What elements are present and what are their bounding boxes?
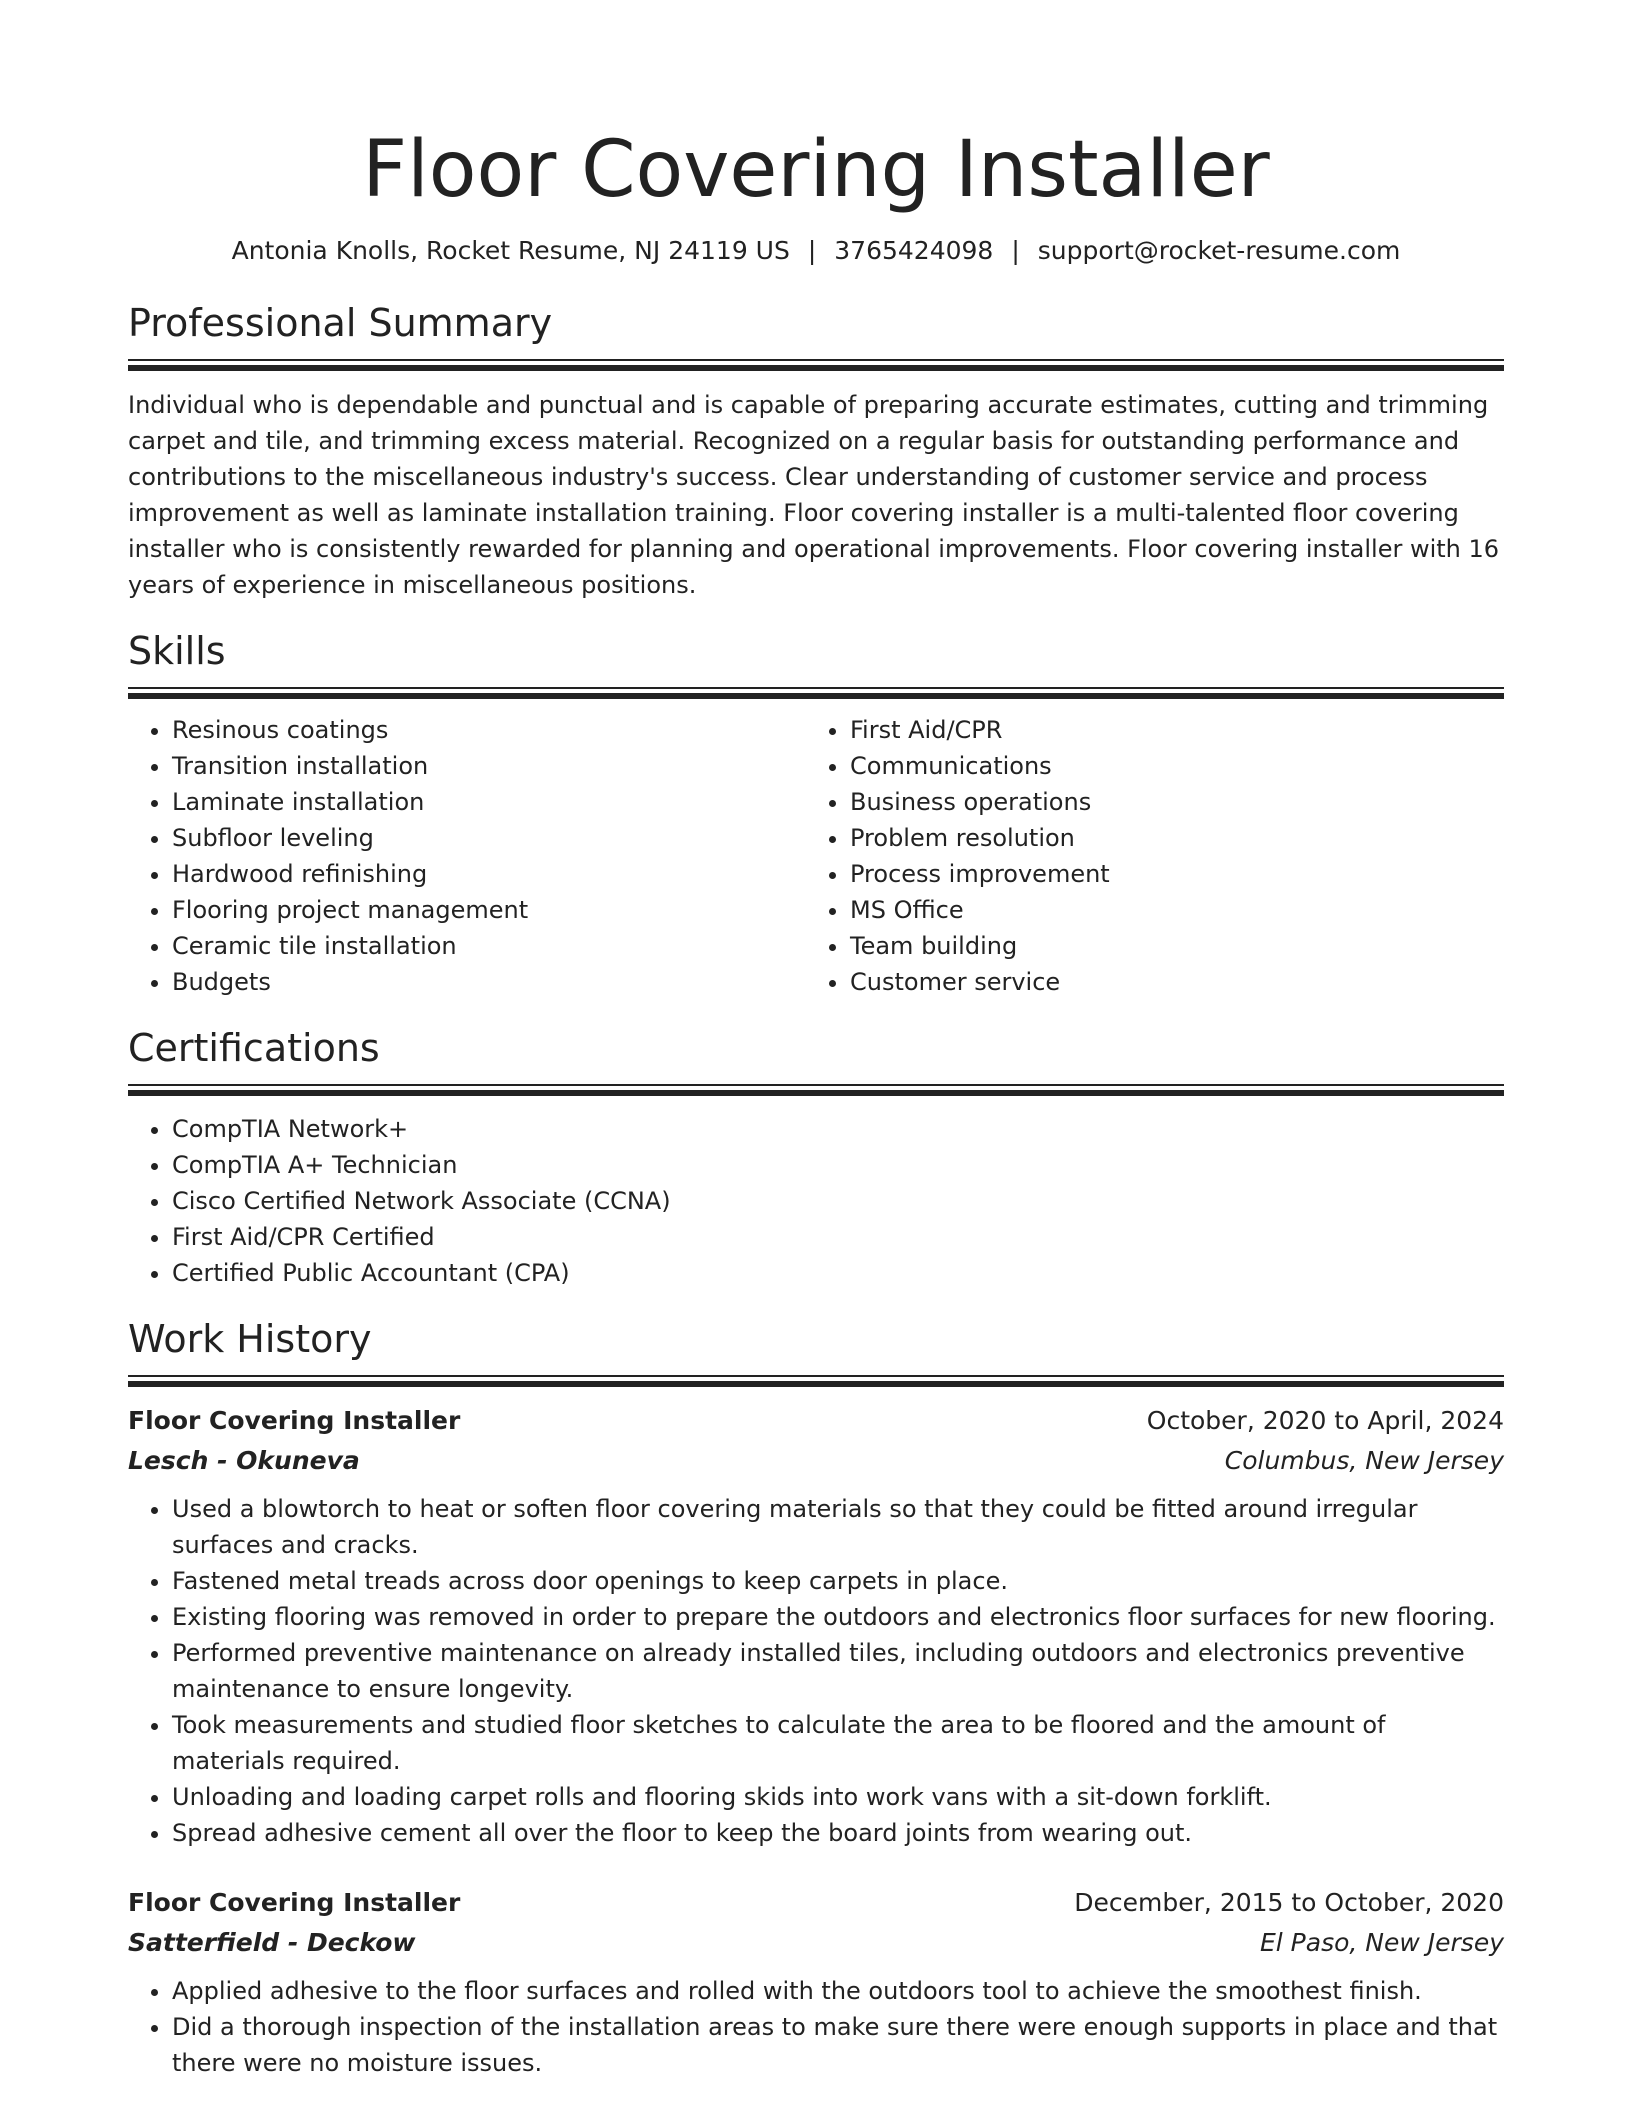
job-title: Floor Covering Installer bbox=[128, 1406, 461, 1435]
certification-item: • Certified Public Accountant (CPA) bbox=[172, 1255, 1504, 1291]
section-heading-certifications: Certifications bbox=[128, 1026, 380, 1070]
job-entry bbox=[128, 1401, 1504, 1851]
summary-text: Individual who is dependable and punctual and is capable of preparing accurate estimates, cutting and trimming carpet and tile, and trimming excess material. Recognized on a regular basis for outstanding performance and contributions to the miscellaneous industry's success. Clear understanding of customer service and process improvement as well as laminate installation training. Floor covering installer is a multi-talented floor covering installer who is consistently rewarded for planning and operational improvements. Floor covering installer with 16 years of experience in miscellaneous positions. bbox=[128, 391, 1500, 599]
skill-item: • Communications bbox=[850, 748, 1484, 784]
job-location: Columbus, New Jersey bbox=[1224, 1446, 1504, 1475]
job-bullet: • Existing flooring was removed in order to prepare the outdoors and electronics floor surfaces for new flooring. bbox=[172, 1599, 1504, 1635]
job-bullet: • Did a thorough inspection of the installation areas to make sure there were enough supports in place and that there were no moisture issues. bbox=[172, 2009, 1504, 2081]
skill-item: • Resinous coatings bbox=[172, 712, 806, 748]
section-divider bbox=[128, 1084, 1504, 1096]
certifications-section bbox=[128, 1024, 1504, 1291]
job-header bbox=[128, 1883, 1504, 1923]
job-bullet: • Used a blowtorch to heat or soften floor covering materials so that they could be fitted around irregular surfaces and cracks. bbox=[172, 1491, 1504, 1563]
skill-item: • Flooring project management bbox=[172, 892, 806, 928]
section-heading-skills: Skills bbox=[128, 629, 226, 673]
skills-columns bbox=[128, 712, 1504, 1000]
skill-item: • Subfloor leveling bbox=[172, 820, 806, 856]
skills-list-right bbox=[806, 712, 1484, 1000]
skill-item: • Hardwood refinishing bbox=[172, 856, 806, 892]
job-location: El Paso, New Jersey bbox=[1259, 1928, 1504, 1957]
job-bullet: • Unloading and loading carpet rolls and flooring skids into work vans with a sit-down forklift. bbox=[172, 1779, 1504, 1815]
job-bullet: • Fastened metal treads across door openings to keep carpets in place. bbox=[172, 1563, 1504, 1599]
job-bullets bbox=[128, 1973, 1504, 2081]
job-bullet: • Applied adhesive to the floor surfaces and rolled with the outdoors tool to achieve the smoothest finish. bbox=[172, 1973, 1504, 2009]
skills-column-left bbox=[128, 712, 806, 1000]
job-dates: October, 2020 to April, 2024 bbox=[1146, 1406, 1504, 1435]
skill-item: • MS Office bbox=[850, 892, 1484, 928]
skill-item: • Ceramic tile installation bbox=[172, 928, 806, 964]
job-bullets bbox=[128, 1491, 1504, 1851]
contact-separator: | bbox=[807, 236, 817, 265]
job-bullet: • Spread adhesive cement all over the floor to keep the board joints from wearing out. bbox=[172, 1815, 1504, 1851]
section-divider bbox=[128, 1375, 1504, 1387]
skill-item: • Laminate installation bbox=[172, 784, 806, 820]
skill-item: • Process improvement bbox=[850, 856, 1484, 892]
contact-phone: 3765424098 bbox=[834, 236, 994, 265]
skill-item: • First Aid/CPR bbox=[850, 712, 1484, 748]
summary-section bbox=[128, 299, 1504, 603]
skill-item: • Transition installation bbox=[172, 748, 806, 784]
certification-item: • First Aid/CPR Certified bbox=[172, 1219, 1504, 1255]
section-heading-summary: Professional Summary bbox=[128, 301, 553, 345]
section-divider bbox=[128, 687, 1504, 699]
job-title: Floor Covering Installer bbox=[128, 1888, 461, 1917]
job-company: Lesch - Okuneva bbox=[128, 1446, 360, 1475]
skill-item: • Budgets bbox=[172, 964, 806, 1000]
skill-item: • Team building bbox=[850, 928, 1484, 964]
certification-item: • Cisco Certified Network Associate (CCNA) bbox=[172, 1183, 1504, 1219]
skill-item: • Problem resolution bbox=[850, 820, 1484, 856]
section-divider bbox=[128, 359, 1504, 371]
resume-page bbox=[128, 0, 1504, 2081]
contact-line bbox=[128, 234, 1504, 268]
skills-section bbox=[128, 627, 1504, 1000]
contact-separator: | bbox=[1011, 236, 1020, 265]
job-bullet: • Took measurements and studied floor sketches to calculate the area to be floored and the amount of materials required. bbox=[172, 1707, 1504, 1779]
job-header bbox=[128, 1401, 1504, 1441]
job-subheader bbox=[128, 1923, 1504, 1963]
skills-list-left bbox=[128, 712, 806, 1000]
job-company: Satterfield - Deckow bbox=[128, 1928, 416, 1957]
job-entry bbox=[128, 1883, 1504, 2081]
work-history-section bbox=[128, 1315, 1504, 2081]
job-dates: December, 2015 to October, 2020 bbox=[1074, 1888, 1504, 1917]
skill-item: • Customer service bbox=[850, 964, 1484, 1000]
section-heading-work-history: Work History bbox=[128, 1317, 372, 1361]
resume-title: Floor Covering Installer bbox=[362, 125, 1270, 215]
certification-item: • CompTIA A+ Technician bbox=[172, 1147, 1504, 1183]
skill-item: • Business operations bbox=[850, 784, 1484, 820]
job-bullet: • Performed preventive maintenance on already installed tiles, including outdoors and electronics preventive maintenance to ensure longevity. bbox=[172, 1635, 1504, 1707]
certification-item: • CompTIA Network+ bbox=[172, 1111, 1504, 1147]
contact-address: Antonia Knolls, Rocket Resume, NJ 24119 US bbox=[231, 236, 790, 265]
job-subheader bbox=[128, 1441, 1504, 1481]
contact-email: support@rocket-resume.com bbox=[1037, 236, 1401, 265]
certifications-list bbox=[128, 1111, 1504, 1291]
skills-column-right bbox=[806, 712, 1484, 1000]
